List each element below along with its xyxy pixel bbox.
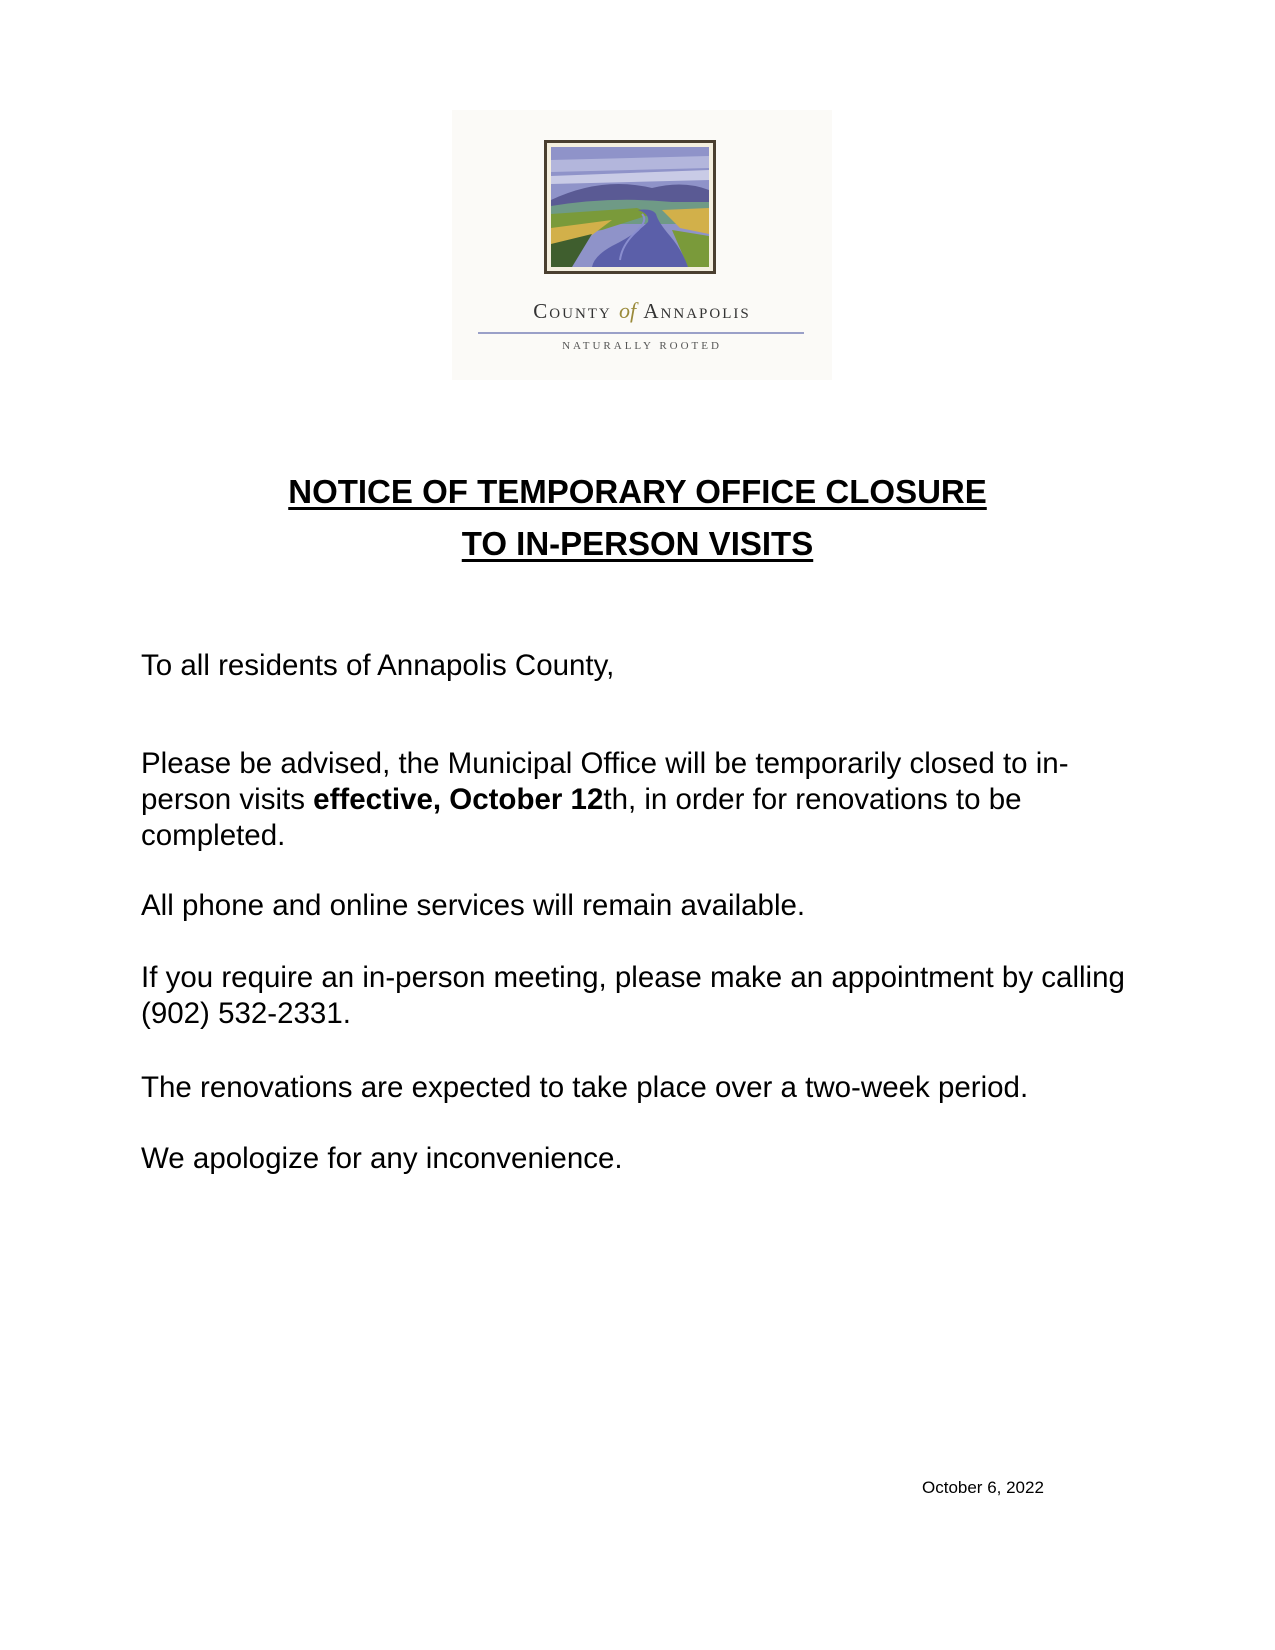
advisory-text-start: Please be advised, the Municipal Office will be temporarily closed to in-person visits <box>141 747 1069 816</box>
advisory-paragraph <box>141 746 1151 854</box>
logo-name-annapolis: Annapolis <box>643 299 751 323</box>
title-line-1: NOTICE OF TEMPORARY OFFICE CLOSURE <box>288 473 987 510</box>
effective-date-emphasis: effective, October 12 <box>313 783 604 816</box>
advisory-text-end: th, in order for renovations to be completed. <box>141 783 1022 852</box>
apology-paragraph: We apologize for any inconvenience. <box>141 1142 623 1175</box>
notice-title <box>0 466 1275 570</box>
county-logo <box>452 110 832 380</box>
logo-name-county: County <box>533 299 612 323</box>
appointment-paragraph: If you require an in-person meeting, please make an appointment by calling (902) 532-2331. <box>141 961 1125 1030</box>
logo-divider <box>478 332 804 334</box>
logo-name-of: of <box>619 298 637 323</box>
title-line-2: TO IN-PERSON VISITS <box>461 525 814 562</box>
landscape-emblem-icon <box>452 110 832 290</box>
notice-date: October 6, 2022 <box>922 1478 1044 1497</box>
salutation: To all residents of Annapolis County, <box>141 649 615 682</box>
renovation-period-paragraph: The renovations are expected to take place over a two-week period. <box>141 1071 1029 1104</box>
logo-tagline: NATURALLY ROOTED <box>562 340 722 352</box>
services-paragraph: All phone and online services will remain available. <box>141 889 806 922</box>
logo-wordmark <box>452 298 832 324</box>
